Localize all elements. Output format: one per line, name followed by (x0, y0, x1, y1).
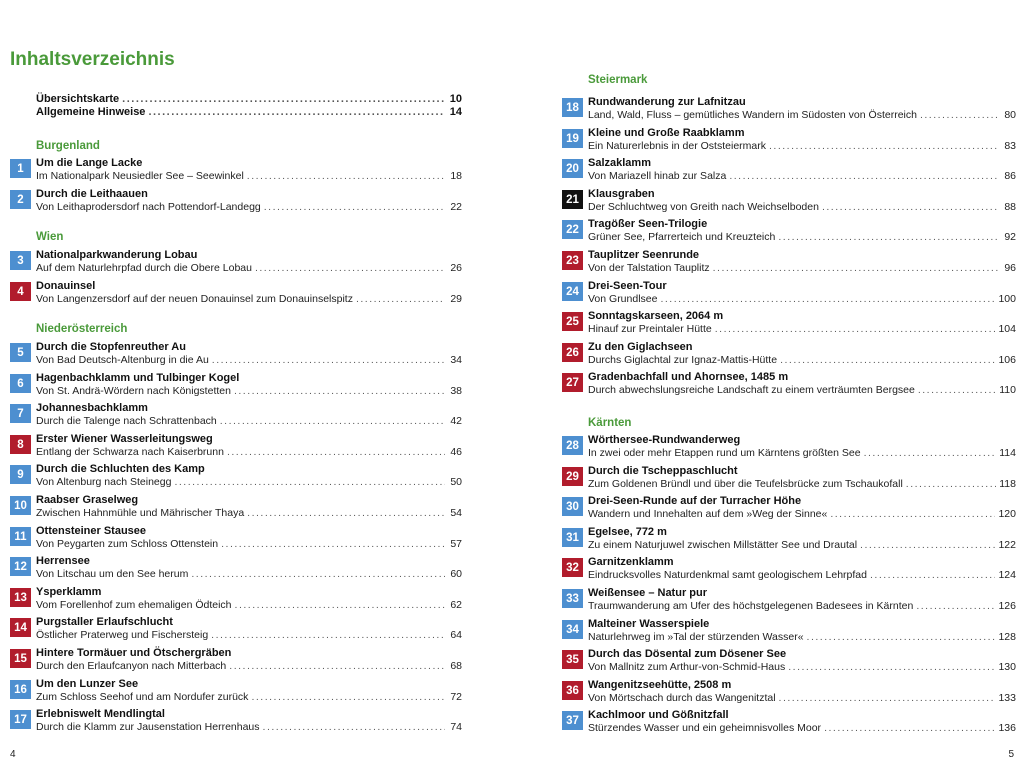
entry-subtitle: Von Leithaprodersdorf nach Pottendorf-Landegg (36, 201, 261, 213)
toc-general-entry[interactable] (36, 93, 462, 107)
page-number: 54 (450, 507, 462, 519)
toc-entry[interactable] (562, 95, 1016, 123)
toc-entry[interactable] (562, 187, 1016, 215)
toc-entry[interactable] (562, 708, 1016, 736)
page-number: 42 (450, 415, 462, 427)
entry-subtitle-row (36, 538, 462, 551)
page-number: 128 (998, 631, 1016, 643)
route-number-badge: 22 (562, 220, 583, 239)
page-number: 18 (450, 170, 462, 182)
entry-subtitle: Von Mallnitz zum Arthur-von-Schmid-Haus (588, 661, 786, 673)
page-number: 64 (450, 629, 462, 641)
entry-title: Egelsee, 772 m (588, 526, 667, 538)
dot-leader (356, 293, 445, 306)
entry-subtitle-row (588, 384, 1016, 397)
page-number: 80 (1004, 109, 1016, 121)
toc-entry[interactable] (562, 156, 1016, 184)
toc-entry[interactable] (562, 126, 1016, 154)
entry-subtitle: Zum Goldenen Bründl und über die Teufelsbrücke zum Tschaukofall (588, 478, 903, 490)
entry-title: Durch die Tscheppaschlucht (588, 465, 738, 477)
entry-title: Erster Wiener Wasserleitungsweg (36, 433, 213, 445)
dot-leader (780, 354, 995, 367)
toc-entry[interactable] (10, 462, 462, 490)
toc-entry[interactable] (562, 433, 1016, 461)
route-number-badge: 29 (562, 467, 583, 486)
dot-leader (660, 293, 995, 306)
toc-entry[interactable] (10, 340, 462, 368)
dot-leader (769, 140, 999, 153)
route-number-badge: 32 (562, 558, 583, 577)
entry-subtitle-row (36, 721, 462, 734)
route-number-badge: 18 (562, 98, 583, 117)
toc-entry[interactable] (562, 217, 1016, 245)
dot-leader (229, 660, 445, 673)
entry-subtitle: Im Nationalpark Neusiedler See – Seewinkel (36, 170, 244, 182)
route-number-badge: 34 (562, 620, 583, 639)
dot-leader (830, 508, 995, 521)
route-number-badge: 24 (562, 282, 583, 301)
route-number-badge: 8 (10, 435, 31, 454)
page-number: 68 (450, 660, 462, 672)
entry-subtitle-row (588, 722, 1016, 735)
route-number-badge: 14 (10, 618, 31, 637)
entry-subtitle-row (588, 201, 1016, 214)
route-number-badge: 17 (10, 710, 31, 729)
entry-subtitle-row (588, 508, 1016, 521)
dot-leader (729, 170, 999, 183)
entry-subtitle: Zum Schloss Seehof und am Nordufer zurück (36, 691, 249, 703)
route-number-badge: 20 (562, 159, 583, 178)
page-number: 100 (998, 293, 1016, 305)
route-number-badge: 35 (562, 650, 583, 669)
page-folio: 5 (1008, 749, 1014, 760)
route-number-badge: 36 (562, 681, 583, 700)
route-number-badge: 27 (562, 373, 583, 392)
page-number: 34 (450, 354, 462, 366)
page-number: 88 (1004, 201, 1016, 213)
route-number-badge: 1 (10, 159, 31, 178)
region-heading-label: Wien (36, 231, 64, 243)
entry-subtitle-row (588, 600, 1016, 613)
route-number-badge: 30 (562, 497, 583, 516)
entry-title: Kleine und Große Raabklamm (588, 127, 745, 139)
page-number: 83 (1004, 140, 1016, 152)
entry-title: Durch die Stopfenreuther Au (36, 341, 186, 353)
entry-title: Sonntagskarseen, 2064 m (588, 310, 724, 322)
dot-leader (122, 93, 445, 105)
entry-title: Raabser Graselweg (36, 494, 139, 506)
entry-title: Rundwanderung zur Lafnitzau (588, 96, 746, 108)
entry-title: Salzaklamm (588, 157, 651, 169)
entry-subtitle: Der Schluchtweg von Greith nach Weichselboden (588, 201, 819, 213)
entry-title: Herrensee (36, 555, 90, 567)
page-number: 118 (999, 478, 1016, 490)
entry-subtitle-row (588, 631, 1016, 644)
entry-subtitle-row (36, 385, 462, 398)
toc-entry[interactable] (10, 187, 462, 215)
entry-title: Donauinsel (36, 280, 96, 292)
entry-title: Allgemeine Hinweise (36, 106, 146, 118)
entry-subtitle: Eindrucksvolles Naturdenkmal samt geologischem Lehrpfad (588, 569, 867, 581)
page-number: 38 (450, 385, 462, 397)
entry-title: Garnitzenklamm (588, 556, 674, 568)
toc-entry[interactable] (562, 525, 1016, 553)
page-number: 104 (998, 323, 1016, 335)
route-number-badge: 31 (562, 528, 583, 547)
entry-title: Kachlmoor und Gößnitzfall (588, 709, 729, 721)
entry-subtitle: Auf dem Naturlehrpfad durch die Obere Lobau (36, 262, 252, 274)
dot-leader (255, 262, 445, 275)
dot-leader (235, 599, 445, 612)
page-number: 10 (449, 93, 462, 105)
entry-subtitle-row (588, 569, 1016, 582)
entry-subtitle: Zwischen Hahnmühle und Mährischer Thaya (36, 507, 245, 519)
route-number-badge: 19 (562, 129, 583, 148)
route-number-badge: 21 (562, 190, 583, 209)
route-number-badge: 10 (10, 496, 31, 515)
dot-leader (148, 106, 445, 118)
route-number-badge: 13 (10, 588, 31, 607)
entry-subtitle-row (588, 447, 1016, 460)
entry-subtitle: Von Altenburg nach Steinegg (36, 476, 172, 488)
route-number-badge: 6 (10, 374, 31, 393)
entry-subtitle-row (36, 170, 462, 183)
entry-subtitle-row (588, 293, 1016, 306)
page-number: 46 (450, 446, 462, 458)
entry-subtitle-row (36, 293, 462, 306)
entry-subtitle-row (588, 354, 1016, 367)
entry-subtitle-row (588, 692, 1016, 705)
dot-leader (920, 109, 999, 122)
toc-general-entry[interactable] (36, 106, 462, 120)
page-number: 120 (998, 508, 1016, 520)
toc-entry[interactable] (562, 309, 1016, 337)
toc-entry[interactable] (10, 646, 462, 674)
entry-subtitle: Von Litschau um den See herum (36, 568, 189, 580)
entry-subtitle-row (588, 539, 1016, 552)
entry-subtitle-row (36, 507, 462, 520)
page-number: 22 (450, 201, 462, 213)
toc-entry[interactable] (562, 555, 1016, 583)
entry-subtitle-row (36, 446, 462, 459)
entry-title: Nationalparkwanderung Lobau (36, 249, 198, 261)
dot-leader (906, 478, 996, 491)
entry-title: Purgstaller Erlaufschlucht (36, 616, 173, 628)
entry-title: Gradenbachfall und Ahornsee, 1485 m (588, 371, 789, 383)
page-folio: 4 (10, 749, 16, 760)
region-heading-label: Kärnten (588, 417, 632, 429)
dot-leader (824, 722, 995, 735)
entry-subtitle: Land, Wald, Fluss – gemütliches Wandern im Südosten von Österreich (588, 109, 917, 121)
entry-subtitle-row (36, 568, 462, 581)
toc-entry[interactable] (10, 401, 462, 429)
page-number: 50 (450, 476, 462, 488)
dot-leader (264, 201, 445, 214)
toc-entry[interactable] (10, 524, 462, 552)
entry-title: Um die Lange Lacke (36, 157, 143, 169)
region-heading (10, 140, 462, 156)
entry-title: Durch das Dösental zum Dösener See (588, 648, 787, 660)
entry-subtitle: Von Grundlsee (588, 293, 658, 305)
entry-subtitle: In zwei oder mehr Etappen rund um Kärntens größten See (588, 447, 861, 459)
entry-subtitle: Von Mariazell hinab zur Salza (588, 170, 727, 182)
toc-entry[interactable] (10, 585, 462, 613)
region-heading-label: Niederösterreich (36, 323, 128, 335)
toc-entry[interactable] (562, 586, 1016, 614)
entry-subtitle: Wandern und Innehalten auf dem »Weg der Sinne« (588, 508, 828, 520)
toc-entry[interactable] (562, 494, 1016, 522)
page-title: Inhaltsverzeichnis (10, 49, 175, 70)
entry-title: Tragößer Seen-Trilogie (588, 218, 708, 230)
toc-entry[interactable] (10, 677, 462, 705)
entry-subtitle-row (36, 599, 462, 612)
dot-leader (221, 538, 445, 551)
toc-entry[interactable] (562, 464, 1016, 492)
toc-entry[interactable] (10, 615, 462, 643)
page-number: 130 (998, 661, 1016, 673)
entry-subtitle-row (36, 354, 462, 367)
entry-title: Ysperklamm (36, 586, 102, 598)
entry-title: Hagenbachklamm und Tulbinger Kogel (36, 372, 240, 384)
toc-entry[interactable] (10, 248, 462, 276)
toc-entry[interactable] (10, 493, 462, 521)
entry-subtitle: Grüner See, Pfarrerteich und Kreuzteich (588, 231, 776, 243)
entry-subtitle: Durchs Giglachtal zur Ignaz-Mattis-Hütte (588, 354, 778, 366)
toc-entry[interactable] (562, 617, 1016, 645)
entry-subtitle-row (36, 201, 462, 214)
entry-subtitle: Entlang der Schwarza nach Kaiserbrunn (36, 446, 224, 458)
entry-title: Durch die Schluchten des Kamp (36, 463, 205, 475)
entry-title: Malteiner Wasserspiele (588, 618, 710, 630)
dot-leader (778, 231, 999, 244)
toc-entry[interactable] (10, 707, 462, 735)
entry-title: Klausgraben (588, 188, 655, 200)
route-number-badge: 37 (562, 711, 583, 730)
dot-leader (715, 323, 996, 336)
entry-title: Ottensteiner Stausee (36, 525, 147, 537)
entry-subtitle-row (36, 660, 462, 673)
entry-title: Wangenitzseehütte, 2508 m (588, 679, 732, 691)
region-heading (562, 417, 1016, 433)
entry-subtitle-row (588, 323, 1016, 336)
entry-subtitle-row (36, 629, 462, 642)
entry-subtitle: Von Peygarten zum Schloss Ottenstein (36, 538, 219, 550)
entry-subtitle: Östlicher Praterweg und Fischersteig (36, 629, 209, 641)
page-number: 86 (1004, 170, 1016, 182)
page-number: 106 (998, 354, 1016, 366)
route-number-badge: 3 (10, 251, 31, 270)
entry-subtitle: Durch abwechslungsreiche Landschaft zu einem verträumten Bergsee (588, 384, 915, 396)
dot-leader (247, 170, 445, 183)
page-number: 136 (998, 722, 1016, 734)
toc-entry[interactable] (562, 340, 1016, 368)
toc-entry[interactable] (562, 248, 1016, 276)
page-number: 74 (450, 721, 462, 733)
page-number: 122 (998, 539, 1016, 551)
dot-leader (212, 354, 445, 367)
entry-title: Drei-Seen-Tour (588, 280, 667, 292)
entry-subtitle-row (588, 109, 1016, 122)
dot-leader (220, 415, 445, 428)
entry-subtitle-row (588, 661, 1016, 674)
entry-subtitle-row (588, 170, 1016, 183)
entry-subtitle: Traumwanderung am Ufer des höchstgelegenen Badesees in Kärnten (588, 600, 914, 612)
toc-entry[interactable] (562, 647, 1016, 675)
entry-subtitle-row (36, 691, 462, 704)
entry-subtitle-row (588, 231, 1016, 244)
page-number: 126 (998, 600, 1016, 612)
page-number: 14 (449, 106, 462, 118)
entry-subtitle: Vom Forellenhof zum ehemaligen Ödteich (36, 599, 232, 611)
route-number-badge: 28 (562, 436, 583, 455)
entry-title: Wörthersee-Rundwanderweg (588, 434, 741, 446)
dot-leader (263, 721, 445, 734)
route-number-badge: 26 (562, 343, 583, 362)
dot-leader (860, 539, 995, 552)
region-heading-label: Burgenland (36, 140, 100, 152)
page-number: 60 (450, 568, 462, 580)
page-number: 29 (450, 293, 462, 305)
entry-title: Hintere Tormäuer und Ötschergräben (36, 647, 232, 659)
entry-subtitle-row (588, 262, 1016, 275)
entry-subtitle-row (36, 415, 462, 428)
toc-entry[interactable] (562, 279, 1016, 307)
entry-title: Drei-Seen-Runde auf der Turracher Höhe (588, 495, 802, 507)
entry-subtitle-row (36, 476, 462, 489)
entry-title: Erlebniswelt Mendlingtal (36, 708, 165, 720)
dot-leader (822, 201, 999, 214)
dot-leader (211, 629, 445, 642)
page-number: 62 (450, 599, 462, 611)
route-number-badge: 2 (10, 190, 31, 209)
entry-subtitle: Stürzendes Wasser und ein geheimnisvolles Moor (588, 722, 822, 734)
entry-subtitle: Durch die Talenge nach Schrattenbach (36, 415, 217, 427)
entry-subtitle-row (36, 262, 462, 275)
entry-title: Zu den Giglachseen (588, 341, 693, 353)
entry-title: Tauplitzer Seenrunde (588, 249, 700, 261)
dot-leader (870, 569, 995, 582)
dot-leader (234, 385, 445, 398)
route-number-badge: 5 (10, 343, 31, 362)
dot-leader (251, 691, 445, 704)
entry-subtitle: Zu einem Naturjuwel zwischen Millstätter See und Drautal (588, 539, 858, 551)
dot-leader (916, 600, 995, 613)
region-heading (562, 74, 1016, 90)
entry-title: Übersichtskarte (36, 93, 120, 105)
toc-entry[interactable] (562, 370, 1016, 398)
entry-title: Durch die Leithaauen (36, 188, 148, 200)
dot-leader (807, 631, 996, 644)
entry-subtitle: Durch die Klamm zur Jausenstation Herrenhaus (36, 721, 260, 733)
toc-entry[interactable] (10, 432, 462, 460)
dot-leader (191, 568, 445, 581)
page-number: 72 (450, 691, 462, 703)
entry-title: Um den Lunzer See (36, 678, 139, 690)
page-number: 57 (450, 538, 462, 550)
dot-leader (788, 661, 995, 674)
route-number-badge: 25 (562, 312, 583, 331)
entry-subtitle: Naturlehrweg im »Tal der stürzenden Wasser« (588, 631, 804, 643)
route-number-badge: 9 (10, 465, 31, 484)
dot-leader (918, 384, 996, 397)
route-number-badge: 33 (562, 589, 583, 608)
dot-leader (779, 692, 996, 705)
route-number-badge: 23 (562, 251, 583, 270)
entry-title: Weißensee – Natur pur (588, 587, 707, 599)
dot-leader (713, 262, 999, 275)
route-number-badge: 16 (10, 680, 31, 699)
region-heading (10, 323, 462, 339)
route-number-badge: 4 (10, 282, 31, 301)
toc-entry[interactable] (10, 279, 462, 307)
entry-subtitle: Von der Talstation Tauplitz (588, 262, 710, 274)
page-number: 124 (998, 569, 1016, 581)
entry-subtitle: Von St. Andrä-Wördern nach Königstetten (36, 385, 231, 397)
page-number: 110 (999, 384, 1016, 396)
route-number-badge: 11 (10, 527, 31, 546)
page-number: 96 (1004, 262, 1016, 274)
route-number-badge: 12 (10, 557, 31, 576)
toc-entry[interactable] (10, 554, 462, 582)
region-heading (10, 231, 462, 247)
page-number: 114 (999, 447, 1016, 459)
entry-subtitle: Ein Naturerlebnis in der Oststeiermark (588, 140, 766, 152)
page-number: 133 (998, 692, 1016, 704)
entry-subtitle: Von Mörtschach durch das Wangenitztal (588, 692, 776, 704)
toc-entry[interactable] (10, 371, 462, 399)
entry-subtitle: Hinauf zur Preintaler Hütte (588, 323, 712, 335)
route-number-badge: 15 (10, 649, 31, 668)
route-number-badge: 7 (10, 404, 31, 423)
entry-subtitle: Von Langenzersdorf auf der neuen Donauinsel zum Donauinselspitz (36, 293, 353, 305)
entry-subtitle: Durch den Erlaufcanyon nach Mitterbach (36, 660, 227, 672)
page-number: 26 (450, 262, 462, 274)
entry-subtitle-row (588, 478, 1016, 491)
entry-subtitle: Von Bad Deutsch-Altenburg in die Au (36, 354, 209, 366)
page-number: 92 (1004, 231, 1016, 243)
dot-leader (227, 446, 445, 459)
entry-title: Johannesbachklamm (36, 402, 148, 414)
dot-leader (174, 476, 445, 489)
entry-subtitle-row (588, 140, 1016, 153)
region-heading-label: Steiermark (588, 74, 648, 86)
toc-entry[interactable] (562, 678, 1016, 706)
dot-leader (247, 507, 445, 520)
dot-leader (864, 447, 997, 460)
toc-entry[interactable] (10, 156, 462, 184)
